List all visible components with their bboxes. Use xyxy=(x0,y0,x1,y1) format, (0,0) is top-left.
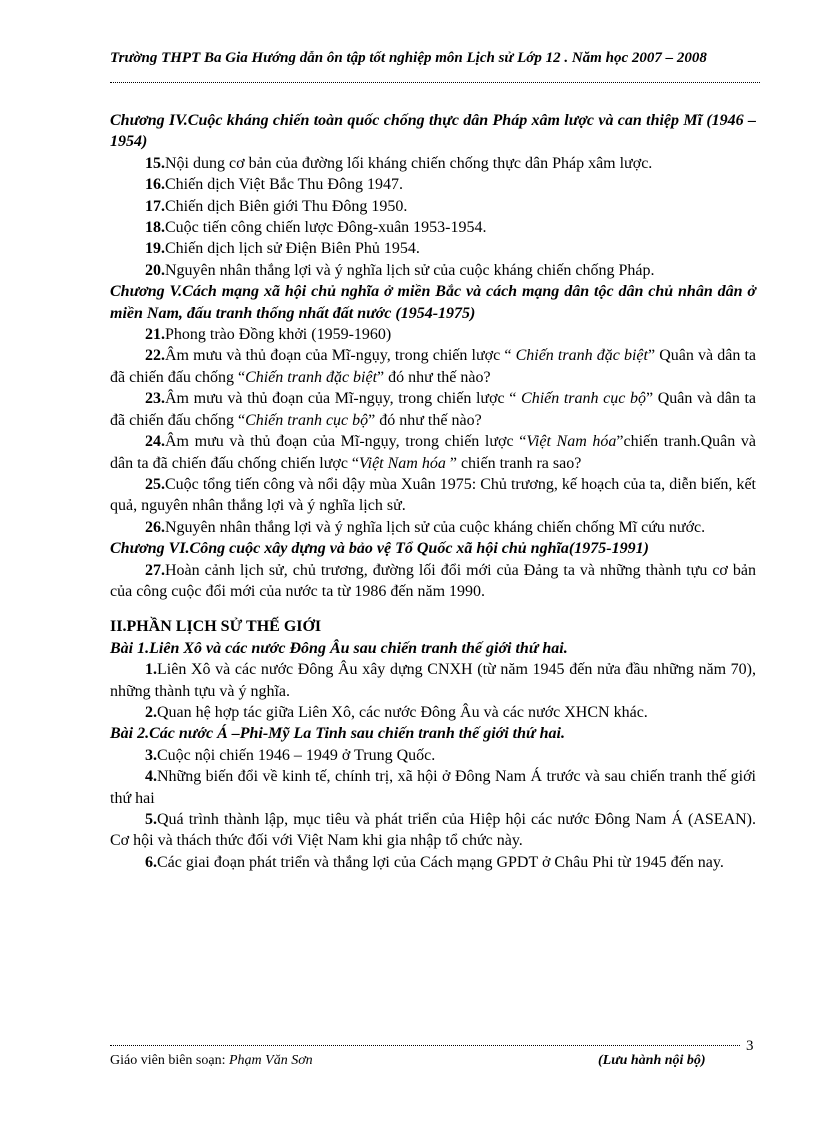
footer-note: (Lưu hành nội bộ) xyxy=(598,1053,706,1068)
list-item: 4.Những biến đổi về kinh tế, chính trị, xã hội ở Đông Nam Á trước và sau chiến tranh thế giới thứ hai xyxy=(110,768,756,807)
list-item: 5.Quá trình thành lập, mục tiêu và phát triển của Hiệp hội các nước Đông Nam Á (ASEAN). Cơ hội và thách thức đối với Việt Nam khi gia nhập tổ chức này. xyxy=(110,811,756,850)
list-item: 24.Âm mưu và thủ đoạn của Mĩ-ngụy, trong chiến lược “Việt Nam hóa”chiến tranh.Quân và dân ta đã chiến đấu chống chiến lược “Việt Nam hóa ” chiến tranh ra sao? xyxy=(110,433,756,472)
list-item: 26.Nguyên nhân thắng lợi và ý nghĩa lịch sử của cuộc kháng chiến chống Mĩ cứu nước. xyxy=(145,518,706,536)
list-item: 23.Âm mưu và thủ đoạn của Mĩ-ngụy, trong chiến lược “ Chiến tranh cục bộ” Quân và dân ta đã chiến đấu chống “Chiến tranh cục bộ” đó như thế nào? xyxy=(110,390,756,429)
footer-author xyxy=(110,1053,313,1069)
page-number: 3 xyxy=(746,1038,754,1054)
chapter-6-title: Chương VI.Công cuộc xây dựng và bảo vệ Tổ Quốc xã hội chủ nghĩa(1975-1991) xyxy=(110,540,649,558)
page-header: Trường THPT Ba Gia Hướng dẫn ôn tập tốt nghiệp môn Lịch sử Lớp 12 . Năm học 2007 – 2008 xyxy=(110,50,707,66)
author-name: Phạm Văn Sơn xyxy=(228,1053,313,1068)
list-item: 1.Liên Xô và các nước Đông Âu xây dựng CNXH (từ năm 1945 đến nửa đầu những năm 70), những thành tựu và ý nghĩa. xyxy=(110,661,756,700)
world-history-section-title: II.PHẦN LỊCH SỬ THẾ GIỚI xyxy=(110,618,322,636)
list-item: 6.Các giai đoạn phát triển và thắng lợi của Cách mạng GPDT ở Châu Phi từ 1945 đến nay. xyxy=(145,853,724,871)
list-item: 2.Quan hệ hợp tác giữa Liên Xô, các nước Đông Âu và các nước XHCN khác. xyxy=(145,703,648,721)
author-label: Giáo viên biên soạn: xyxy=(110,1053,229,1068)
footer-divider xyxy=(110,1045,740,1046)
lesson-1-title: Bài 1.Liên Xô và các nước Đông Âu sau chiến tranh thế giới thứ hai. xyxy=(110,639,568,657)
chapter-5-title: Chương V.Cách mạng xã hội chủ nghĩa ở miền Bắc và cách mạng dân tộc dân chủ nhân dân ở miền Nam, đấu tranh thống nhất đất nước (1954-1975) xyxy=(110,283,756,322)
list-item: 21.Phong trào Đồng khởi (1959-1960) xyxy=(145,326,392,344)
list-item: 17.Chiến dịch Biên giới Thu Đông 1950. xyxy=(145,197,408,215)
lesson-2-title: Bài 2.Các nước Á –Phi-Mỹ La Tinh sau chiến tranh thế giới thứ hai. xyxy=(110,725,565,743)
list-item: 19.Chiến dịch lịch sử Điện Biên Phủ 1954. xyxy=(145,240,420,258)
header-divider xyxy=(110,82,760,83)
list-item: 16.Chiến dịch Việt Bắc Thu Đông 1947. xyxy=(145,176,403,194)
list-item: 22.Âm mưu và thủ đoạn của Mĩ-ngụy, trong chiến lược “ Chiến tranh đặc biệt” Quân và dân ta đã chiến đấu chống “Chiến tranh đặc biệt” đó như thế nào? xyxy=(110,347,757,386)
page-content xyxy=(110,110,756,873)
list-item: 20.Nguyên nhân thắng lợi và ý nghĩa lịch sử của cuộc kháng chiến chống Pháp. xyxy=(145,261,655,279)
list-item: 18.Cuộc tiến công chiến lược Đông-xuân 1953-1954. xyxy=(145,219,487,237)
list-item: 3.Cuộc nội chiến 1946 – 1949 ở Trung Quốc. xyxy=(145,746,436,764)
chapter-4-title: Chương IV.Cuộc kháng chiến toàn quốc chống thực dân Pháp xâm lược và can thiệp Mĩ (1946 – 1954) xyxy=(110,112,756,151)
chapter-4-items xyxy=(110,153,756,281)
list-item: 27.Hoàn cảnh lịch sử, chủ trương, đường lối đổi mới của Đảng ta và những thành tựu cơ bản của công cuộc đổi mới của nước ta từ 1986 đến năm 1990. xyxy=(110,561,756,600)
list-item: 25.Cuộc tổng tiến công và nổi dậy mùa Xuân 1975: Chủ trương, kế hoạch của ta, diễn biến, kết quả, nguyên nhân thắng lợi và ý nghĩa lịch sử. xyxy=(110,475,756,515)
list-item: 15.Nội dung cơ bản của đường lối kháng chiến chống thực dân Pháp xâm lược. xyxy=(145,154,653,172)
